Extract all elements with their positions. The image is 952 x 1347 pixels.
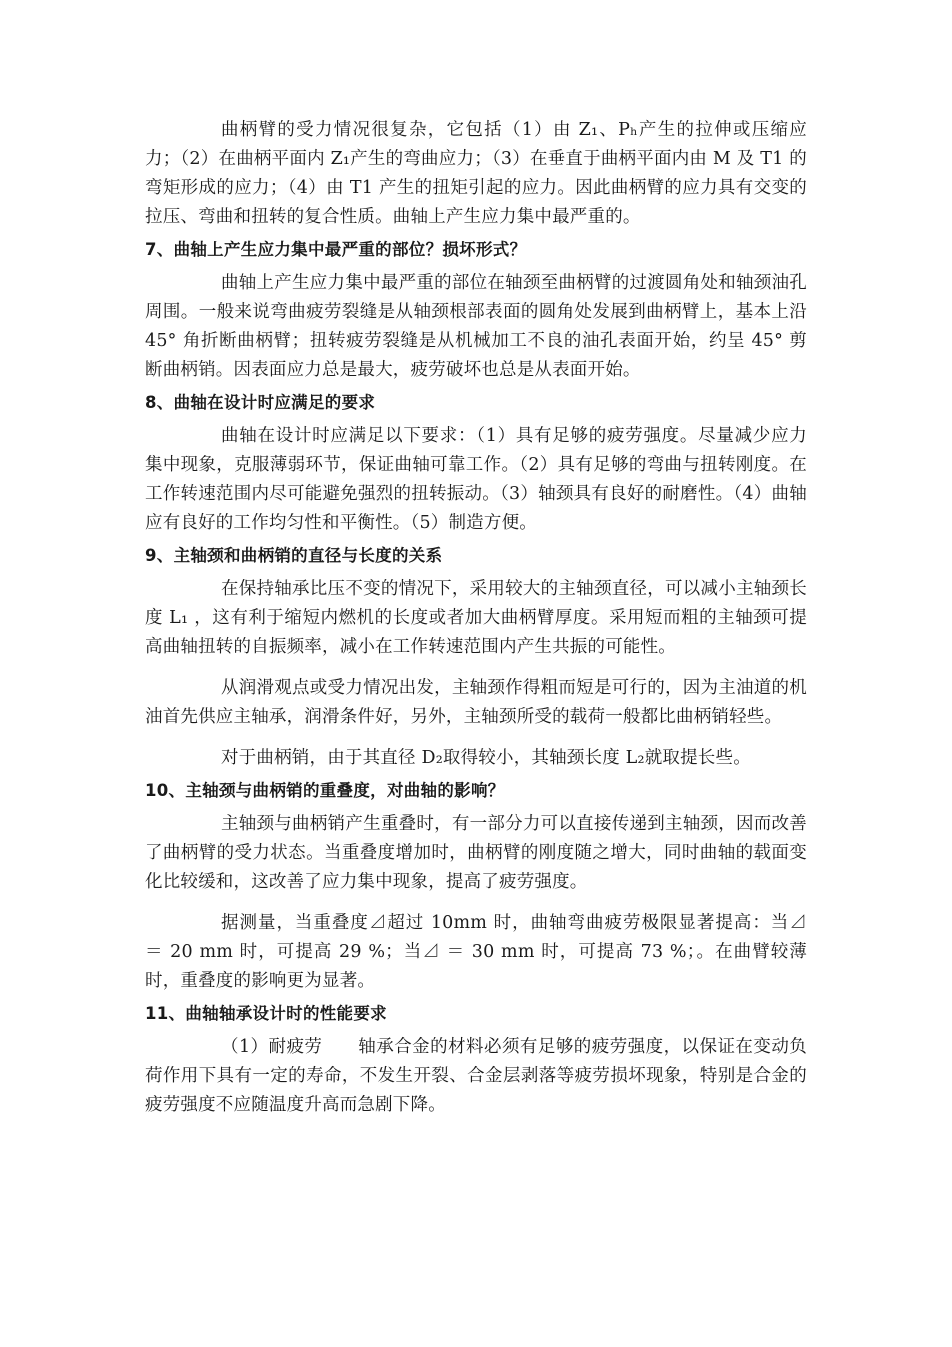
heading-q10: 10、主轴颈与曲柄销的重叠度，对曲轴的影响？ xyxy=(145,781,505,800)
heading-q9: 9、主轴颈和曲柄销的直径与长度的关系 xyxy=(145,546,443,565)
paragraph-crank-pin: 对于曲柄销，由于其直径 D₂取得较小，其轴颈长度 L₂就取提长些。 xyxy=(221,748,751,768)
heading-q11: 11、曲轴轴承设计时的性能要求 xyxy=(145,1004,387,1023)
paragraph-journal-diameter: 在保持轴承比压不变的情况下，采用较大的主轴颈直径，可以减小主轴颈长度 L₁ ，这有利于缩短内燃机的长度或者加大曲柄臂厚度。采用短而粗的主轴颈可提高曲轴扭转的自振频率，减小在工作转速范围内产生共振的可能性。 xyxy=(145,579,807,657)
heading-q7: 7、曲轴上产生应力集中最严重的部位？损坏形式？ xyxy=(145,240,527,259)
paragraph-lubrication: 从润滑观点或受力情况出发，主轴颈作得粗而短是可行的，因为主油道的机油首先供应主轴承，润滑条件好，另外，主轴颈所受的载荷一般都比曲柄销轻些。 xyxy=(145,678,807,727)
paragraph-stress-concentration: 曲轴上产生应力集中最严重的部位在轴颈至曲柄臂的过渡圆角处和轴颈油孔周围。一般来说弯曲疲劳裂缝是从轴颈根部表面的圆角处发展到曲柄臂上，基本上沿 45° 角折断曲柄臂；扭转疲劳裂缝是从机械加工不良的油孔表面开始，约呈 45° 剪断曲柄销。因表面应力总是最大，疲劳破坏也总是从表面开始。 xyxy=(145,273,807,380)
paragraph-fatigue-resistance: （1）耐疲劳 轴承合金的材料必须有足够的疲劳强度，以保证在变动负荷作用下具有一定的寿命，不发生开裂、合金层剥落等疲劳损坏现象，特别是合金的疲劳强度不应随温度升高而急剧下降。 xyxy=(145,1037,807,1115)
paragraph-crank-arm-stress: 曲柄臂的受力情况很复杂，它包括（1）由 Z₁、Pₕ产生的拉伸或压缩应力；（2）在曲柄平面内 Z₁产生的弯曲应力；（3）在垂直于曲柄平面内由 M 及 T1 的弯矩形成的应力；（4）由 T1 产生的扭矩引起的应力。因此曲柄臂的应力具有交变的拉压、弯曲和扭转的复合性质。曲轴上产生应力集中最严重的。 xyxy=(145,120,807,227)
paragraph-overlap-measurement: 据测量，当重叠度⊿超过 10mm 时，曲轴弯曲疲劳极限显著提高：当⊿ ＝ 20 mm 时，可提高 29 %；当⊿ ＝ 30 mm 时，可提高 73 %；。在曲臂较薄时，重叠度的影响更为显著。 xyxy=(145,913,807,991)
document-page xyxy=(145,116,807,1124)
heading-q8: 8、曲轴在设计时应满足的要求 xyxy=(145,393,376,412)
paragraph-overlap-effect: 主轴颈与曲柄销产生重叠时，有一部分力可以直接传递到主轴颈，因而改善了曲柄臂的受力状态。当重叠度增加时，曲柄臂的刚度随之增大，同时曲轴的载面变化比较缓和，这改善了应力集中现象，提高了疲劳强度。 xyxy=(145,814,807,892)
paragraph-design-requirements: 曲轴在设计时应满足以下要求：（1）具有足够的疲劳强度。尽量减少应力集中现象，克服薄弱环节，保证曲轴可靠工作。（2）具有足够的弯曲与扭转刚度。在工作转速范围内尽可能避免强烈的扭转振动。（3）轴颈具有良好的耐磨性。（4）曲轴应有良好的工作均匀性和平衡性。（5）制造方便。 xyxy=(145,426,807,533)
